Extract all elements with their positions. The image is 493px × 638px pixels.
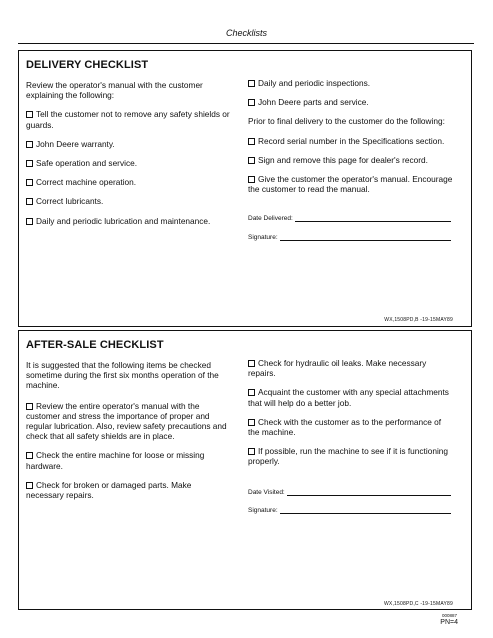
checkbox-icon[interactable] [248, 176, 255, 183]
checkbox-icon[interactable] [26, 198, 33, 205]
checklist-item[interactable]: Correct machine operation. [26, 177, 231, 187]
checkbox-icon[interactable] [26, 179, 33, 186]
checkbox-icon[interactable] [26, 452, 33, 459]
delivery-checklist-panel [18, 50, 472, 327]
date-visited-field[interactable] [248, 489, 451, 496]
delivery-checklist-title: DELIVERY CHECKLIST [26, 59, 149, 71]
date-delivered-field[interactable] [248, 215, 451, 222]
checkbox-icon[interactable] [26, 218, 33, 225]
checklist-item[interactable]: Sign and remove this page for dealer's record. [248, 155, 453, 165]
checkbox-icon[interactable] [248, 360, 255, 367]
checklist-item[interactable]: Tell the customer not to remove any safety shields or guards. [26, 109, 230, 130]
date-visited-label: Date Visited: [248, 489, 285, 496]
checklist-item[interactable]: Correct lubricants. [26, 196, 231, 206]
checkbox-icon[interactable] [248, 448, 255, 455]
checklist-item[interactable]: Daily and periodic lubrication and maintenance. [26, 216, 231, 226]
checklist-item[interactable]: If possible, run the machine to see if it is functioning properly. [248, 446, 449, 467]
checkbox-icon[interactable] [248, 389, 255, 396]
checkbox-icon[interactable] [248, 80, 255, 87]
after-sale-signature-field[interactable] [248, 507, 451, 514]
checklist-item[interactable]: Daily and periodic inspections. [248, 78, 453, 88]
checklist-item[interactable]: Check for hydraulic oil leaks. Make necessary repairs. [248, 358, 427, 379]
delivery-right-column [248, 78, 453, 203]
after-sale-right-column [248, 358, 453, 476]
checklist-item[interactable]: Review the entire operator's manual with the customer and stress the importance of proper and regular lubrication. Also, review safety precautions and check that all safety shields are in place. [26, 400, 227, 442]
date-delivered-label: Date Delivered: [248, 215, 293, 222]
checkbox-icon[interactable] [26, 482, 33, 489]
checkbox-icon[interactable] [26, 403, 33, 410]
checklist-item[interactable]: Acquaint the customer with any special attachments that will help do a better job. [248, 387, 449, 408]
header-divider [18, 43, 474, 44]
after-sale-left-column [26, 360, 231, 509]
after-sale-checklist-title: AFTER-SALE CHECKLIST [26, 339, 164, 351]
reference-code: WX,1508PD,C -19-15MAY89 [384, 601, 453, 607]
checkbox-icon[interactable] [248, 99, 255, 106]
reference-code: WX,1508PD,B -19-15MAY89 [384, 317, 453, 323]
checkbox-icon[interactable] [248, 138, 255, 145]
checkbox-icon[interactable] [26, 160, 33, 167]
checkbox-icon[interactable] [248, 157, 255, 164]
signature-label: Signature: [248, 507, 278, 514]
checklist-item[interactable]: Check with the customer as to the performance of the machine. [248, 416, 442, 438]
signature-label: Signature: [248, 234, 278, 241]
delivery-signature-field[interactable] [248, 234, 451, 241]
prior-delivery-text: Prior to final delivery to the customer do the following: [248, 116, 445, 127]
checklist-item[interactable]: John Deere warranty. [26, 139, 231, 149]
after-sale-intro: It is suggested that the following items be checked sometime during the first six months operation of the machine. [26, 360, 219, 391]
checkbox-icon[interactable] [26, 141, 33, 148]
checklist-item[interactable]: Safe operation and service. [26, 158, 231, 168]
delivery-left-column [26, 80, 231, 235]
delivery-intro: Review the operator's manual with the customer explaining the following: [26, 80, 203, 101]
after-sale-checklist-panel [18, 330, 472, 610]
checklist-item[interactable]: Check the entire machine for loose or missing hardware. [26, 450, 205, 471]
checklist-item[interactable]: Check for broken or damaged parts. Make necessary repairs. [26, 479, 192, 501]
page-number: PN=4 [440, 619, 458, 626]
checklist-item[interactable]: Give the customer the operator's manual. Encourage the customer to read the manual. [248, 174, 453, 195]
footer-code: 000887 [441, 613, 457, 618]
checkbox-icon[interactable] [248, 419, 255, 426]
page-header-title: Checklists [225, 28, 267, 38]
checkbox-icon[interactable] [26, 111, 33, 118]
checklist-item[interactable]: John Deere parts and service. [248, 97, 453, 107]
checklist-item[interactable]: Record serial number in the Specifications section. [248, 136, 453, 146]
